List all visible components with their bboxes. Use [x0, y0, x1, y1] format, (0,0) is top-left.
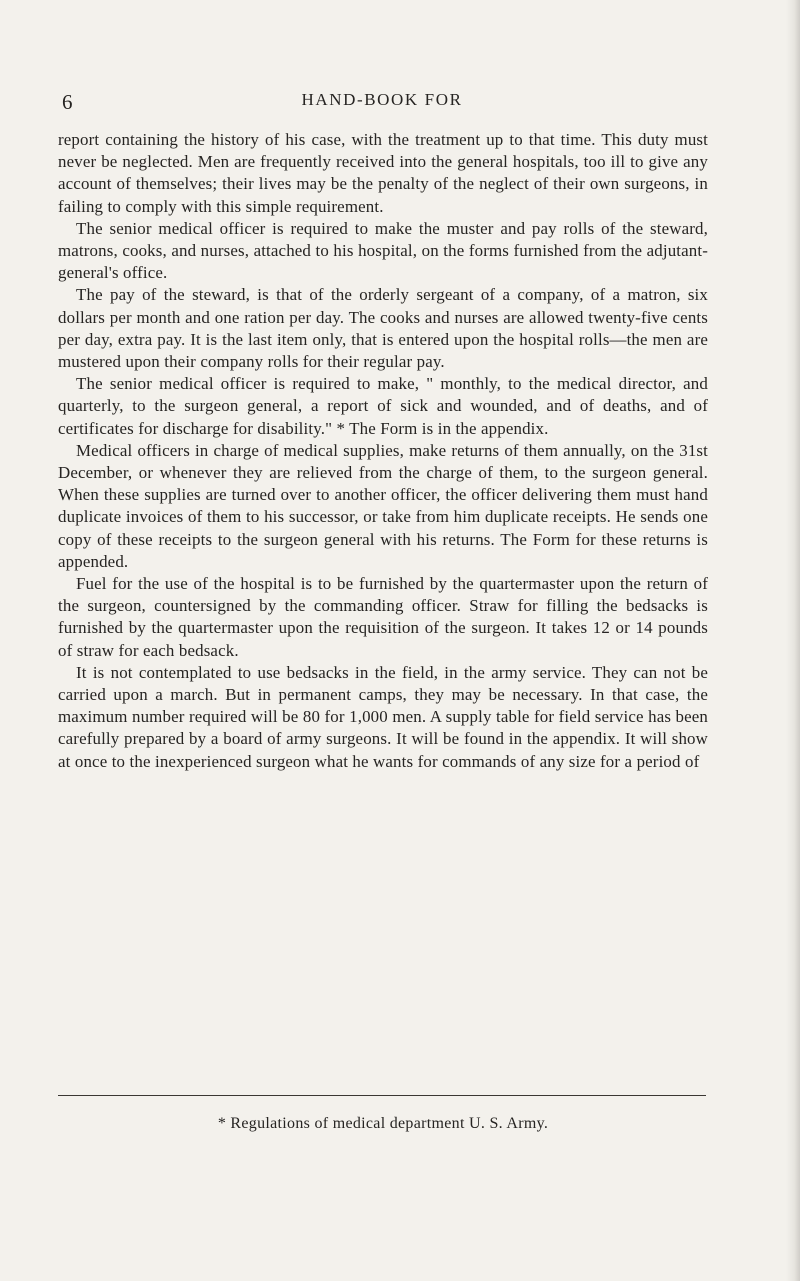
paragraph-5: Medical officers in charge of medical supplies, make returns of them annually, on the 31st December, or whenever they are relieved from the charge of them, to the surgeon general. When these supplies are turned over to another officer, the officer delivering them must hand duplicate invoices of them to his successor, or take from him duplicate receipts. He sends one copy of these receipts to the surgeon general with his returns. The Form for these returns is appended. [58, 440, 708, 571]
footnote: * Regulations of medical department U. S. Army. [217, 1115, 549, 1132]
paragraph-3: The pay of the steward, is that of the orderly sergeant of a company, of a matron, six dollars per month and one ration per day. The cooks and nurses are allowed twenty-five cents per day, extra pay. It is the last item only, that is entered upon the hospital rolls—the men are mustered upon their company rolls for their regular pay. [58, 285, 708, 372]
page-header [62, 90, 702, 114]
paragraph-4: The senior medical officer is required to make, " monthly, to the medical director, and quarterly, to the surgeon general, a report of sick and wounded, and of deaths, and of certificates for discharge for disability." * The Form is in the appendix. [58, 374, 708, 438]
page-edge-shadow [786, 0, 800, 1281]
body-text [58, 129, 708, 773]
paragraph-2: The senior medical officer is required to make the muster and pay rolls of the steward, matrons, cooks, and nurses, attached to his hospital, on the forms furnished from the adjutant-general's office. [58, 218, 708, 283]
running-head: HAND-BOOK FOR [301, 90, 463, 109]
paragraph-6: Fuel for the use of the hospital is to be furnished by the quartermaster upon the return of the surgeon, countersigned by the commanding officer. Straw for filling the bedsacks is furnished by the quartermaster upon the requisition of the surgeon. It takes 12 or 14 pounds of straw for each bedsack. [58, 574, 708, 660]
footnote-divider [58, 1095, 706, 1096]
page-number: 6 [62, 90, 73, 114]
paragraph-1: report containing the history of his case, with the treatment up to that time. This duty must never be neglected. Men are frequently received into the general hospitals, too ill to give any account of themselves; their lives may be the penalty of the neglect of their own surgeons, in failing to comply with this simple requirement. [58, 130, 708, 216]
paragraph-7: It is not contemplated to use bedsacks in the field, in the army service. They can not be carried upon a march. But in permanent camps, they may be necessary. In that case, the maximum number required will be 80 for 1,000 men. A supply table for field service has been carefully prepared by a board of army surgeons. It will be found in the appendix. It will show at once to the inexperienced surgeon what he wants for commands of any size for a period of [58, 662, 708, 771]
